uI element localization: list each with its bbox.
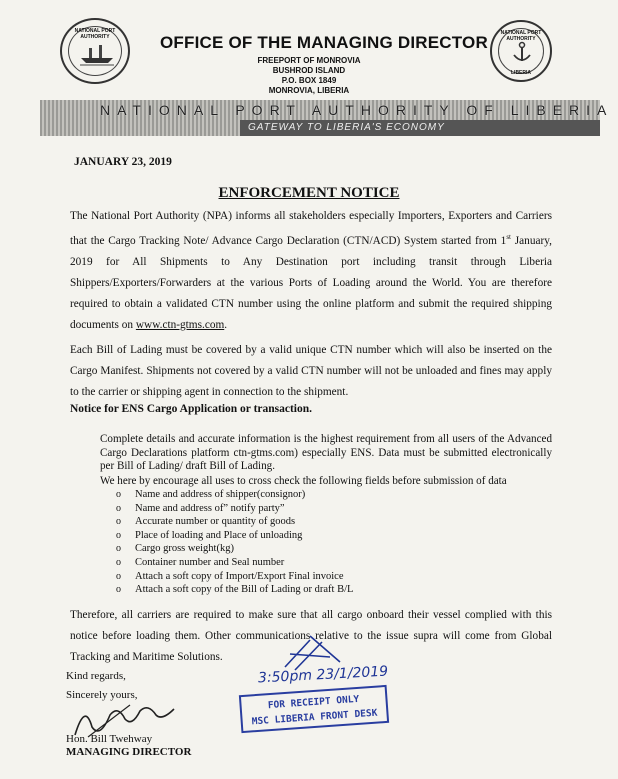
intro-end: . xyxy=(224,318,228,331)
stamp-line: MSC LIBERIA FRONT DESK xyxy=(251,707,378,728)
anchor-emblem-icon xyxy=(510,40,534,64)
intro-text-a: The National Port Authority (NPA) informs all stakeholders especially Importers, Exporters and Carriers that the Cargo Tracking Note/ Advance Cargo Declaration (CTN/ACD) System started from 1 xyxy=(70,210,552,247)
closing-paragraph: Therefore, all carriers are required to make sure that all cargo onboard their vessel complied with this notice before loading them. Other communications relative to the issue supra will come from Global Tracking and Maritime Solutions. xyxy=(70,609,552,663)
kind-regards: Kind regards, xyxy=(66,670,126,682)
banner-title: NATIONAL PORT AUTHORITY OF LIBERIA xyxy=(100,102,614,118)
bill-of-lading-paragraph: Each Bill of Lading must be covered by a valid unique CTN number which will also be inserted on the Cargo Manifest. Shipments not covered by a valid CTN number will not be unloaded and fines may apply to the carrier or shipping agent in connection to the shipment. xyxy=(70,344,552,398)
list-item: o Attach a soft copy of the Bill of Lading or draft B/L xyxy=(116,583,353,597)
list-item: o Accurate number or quantity of goods xyxy=(116,515,353,529)
receipt-stamp xyxy=(239,685,389,733)
left-seal-text: NATIONAL PORT AUTHORITY xyxy=(74,28,116,40)
address-line: MONROVIA, LIBERIA xyxy=(268,86,350,95)
list-item: o Container number and Seal number xyxy=(116,556,353,570)
intro-paragraph xyxy=(70,206,552,336)
address-line: FREEPORT OF MONROVIA xyxy=(257,56,361,65)
stamp-line: FOR RECEIPT ONLY xyxy=(267,693,360,712)
letterhead-banner xyxy=(40,100,614,136)
required-fields-list xyxy=(116,488,353,597)
list-item: o Place of loading and Place of unloading xyxy=(116,529,353,543)
list-item: o Name and address of” notify party” xyxy=(116,502,353,516)
intro-sup: st xyxy=(506,233,511,241)
address-line: P.O. BOX 1849 xyxy=(281,76,337,85)
right-seal-bottom: LIBERIA xyxy=(511,70,531,76)
ctn-website-link[interactable]: www.ctn-gtms.com xyxy=(135,318,225,331)
handwritten-receipt-time: 3:50pm 23/1/2019 xyxy=(257,663,389,687)
right-seal-text: NATIONAL PORT AUTHORITY xyxy=(500,30,542,42)
notice-title: ENFORCEMENT NOTICE xyxy=(218,185,400,201)
address-line: BUSHROD ISLAND xyxy=(272,66,346,75)
list-item: o Cargo gross weight(kg) xyxy=(116,542,353,556)
npa-seal-right xyxy=(490,20,552,82)
signatory-role: MANAGING DIRECTOR xyxy=(66,746,192,758)
ens-heading: Notice for ENS Cargo Application or transaction. xyxy=(70,403,313,415)
banner-subtitle: GATEWAY TO LIBERIA'S ECONOMY xyxy=(240,120,600,136)
ens-paragraph: Complete details and accurate information is the highest requirement from all users of the Advanced Cargo Declarations platform ctn-gtms.com) especially ENS. Data must be submitted electronically per Bill of Lading/ draft Bill of Lading. xyxy=(100,433,552,472)
ens-intro: We here by encourage all uses to cross check the following fields before submission of data xyxy=(100,475,507,487)
list-item: o Attach a soft copy of Import/Export Final invoice xyxy=(116,570,353,584)
intro-text-b: January, 2019 for All Shipments to Any Destination port including transit through Liberia Shippers/Exporters/Forwarders at the various Ports of Loading around the World. You are therefore required to obtain a validated CTN number using the online platform and submit the required shipping documents on xyxy=(70,234,552,331)
list-item: o Name and address of shipper(consignor) xyxy=(116,488,353,502)
office-title: OFFICE OF THE MANAGING DIRECTOR xyxy=(160,33,488,52)
sincerely: Sincerely yours, xyxy=(66,689,138,701)
signatory-name: Hon. Bill Twehway xyxy=(66,733,153,745)
document-date: JANUARY 23, 2019 xyxy=(74,156,172,168)
